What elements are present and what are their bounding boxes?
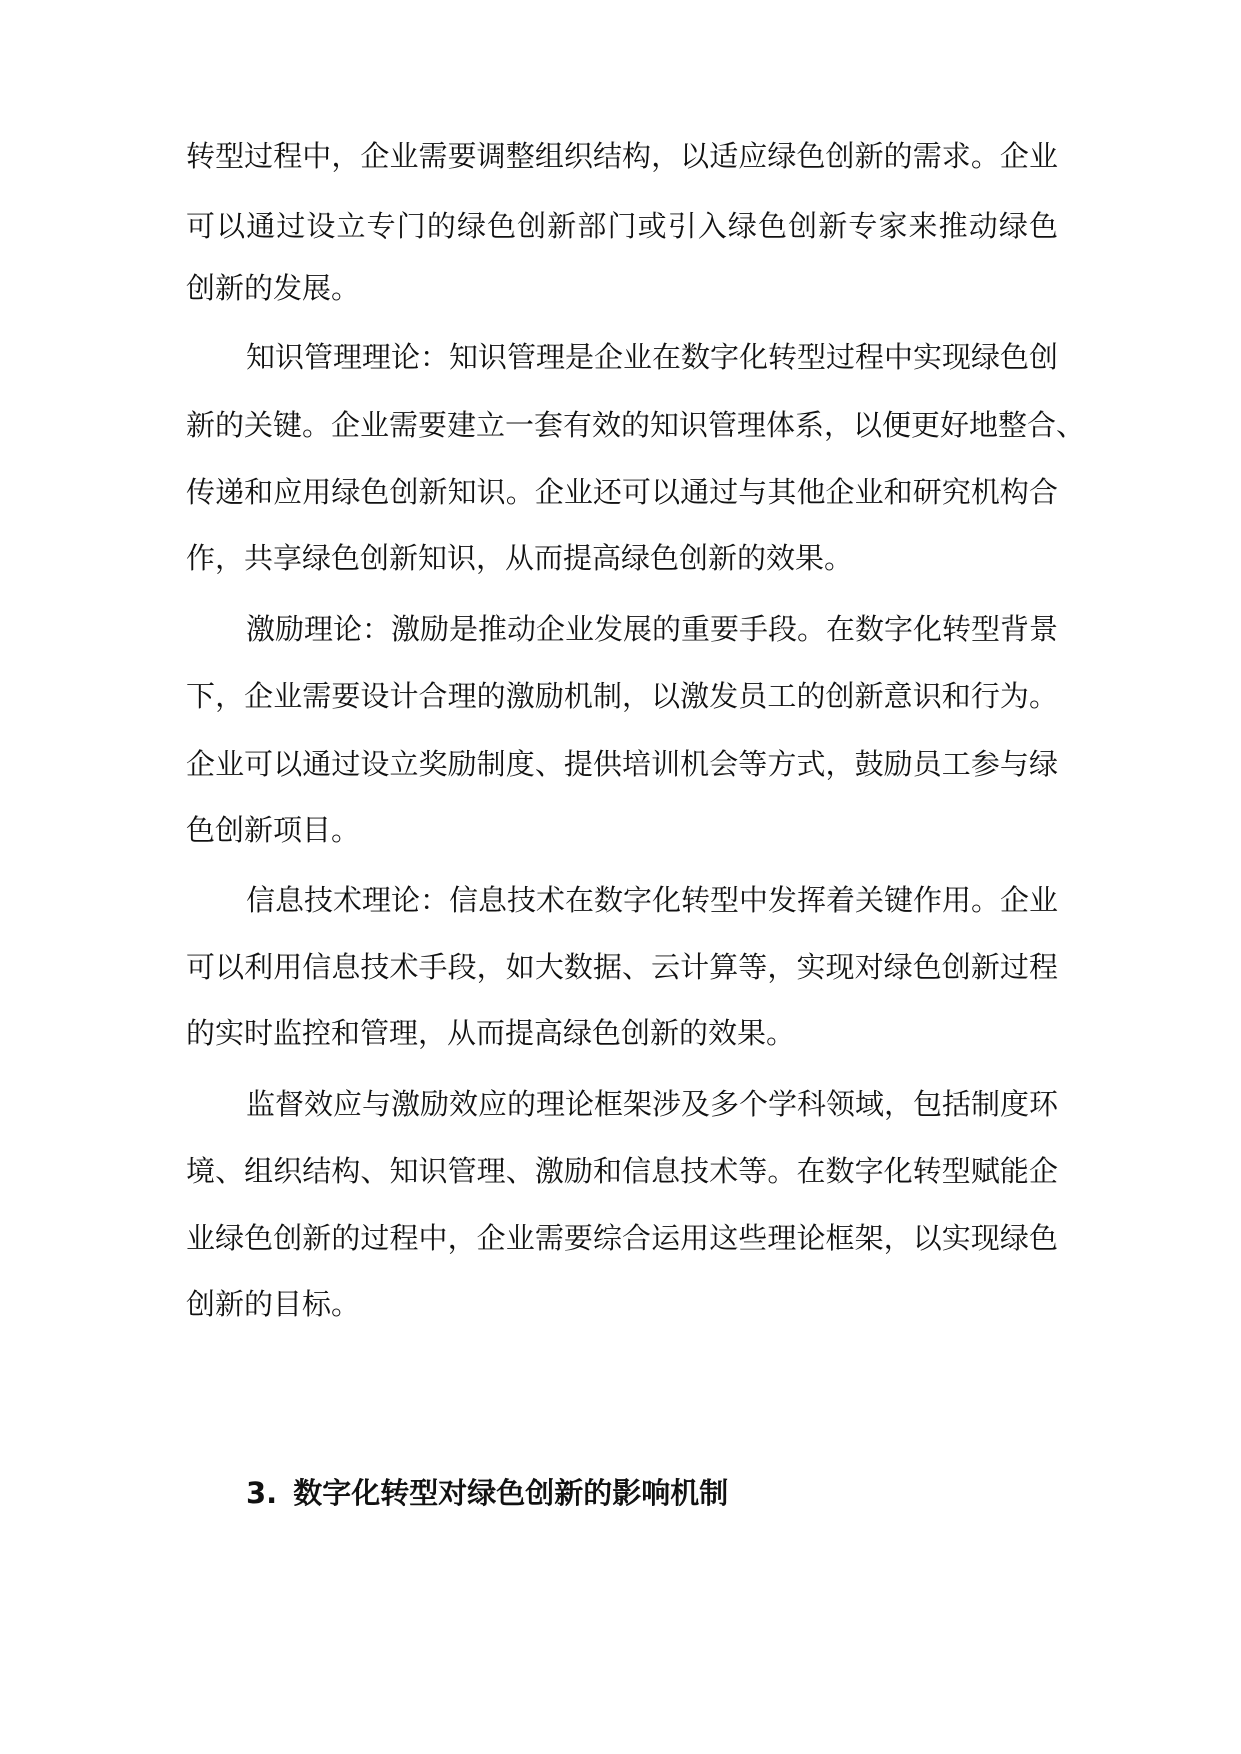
paragraph-4-line-3: 的实时监控和管理，从而提高绿色创新的效果。: [186, 1016, 796, 1050]
section-heading: [246, 1473, 728, 1513]
paragraph-5-line-3: 业绿色创新的过程中，企业需要综合运用这些理论框架，以实现绿色: [186, 1221, 1058, 1255]
paragraph-3-line-2: 下，企业需要设计合理的激励机制，以激发员工的创新意识和行为。: [186, 679, 1058, 713]
paragraph-1-line-1: 转型过程中，企业需要调整组织结构，以适应绿色创新的需求。企业: [186, 139, 1058, 173]
paragraph-4-line-2: 可以利用信息技术手段，如大数据、云计算等，实现对绿色创新过程: [186, 950, 1058, 984]
section-heading-title: 数字化转型对绿色创新的影响机制: [293, 1476, 729, 1510]
paragraph-2-line-2: 新的关键。企业需要建立一套有效的知识管理体系，以便更好地整合、: [186, 408, 1086, 442]
paragraph-2-line-1: 知识管理理论：知识管理是企业在数字化转型过程中实现绿色创: [246, 340, 1059, 374]
paragraph-5-line-4: 创新的目标。: [186, 1287, 361, 1321]
paragraph-1-line-2: 可以通过设立专门的绿色创新部门或引入绿色创新专家来推动绿色: [186, 209, 1058, 243]
paragraph-2-line-3: 传递和应用绿色创新知识。企业还可以通过与其他企业和研究机构合: [186, 475, 1058, 509]
paragraph-4-line-1: 信息技术理论：信息技术在数字化转型中发挥着关键作用。企业: [246, 883, 1059, 917]
paragraph-1-line-3: 创新的发展。: [186, 271, 361, 305]
paragraph-3-line-1: 激励理论：激励是推动企业发展的重要手段。在数字化转型背景: [246, 612, 1059, 646]
paragraph-3-line-4: 色创新项目。: [186, 813, 361, 847]
section-heading-number: 3.: [246, 1476, 278, 1510]
paragraph-2-line-4: 作，共享绿色创新知识，从而提高绿色创新的效果。: [186, 541, 854, 575]
paragraph-5-line-1: 监督效应与激励效应的理论框架涉及多个学科领域，包括制度环: [246, 1087, 1059, 1121]
paragraph-5-line-2: 境、组织结构、知识管理、激励和信息技术等。在数字化转型赋能企: [186, 1154, 1058, 1188]
paragraph-3-line-3: 企业可以通过设立奖励制度、提供培训机会等方式，鼓励员工参与绿: [186, 747, 1058, 781]
